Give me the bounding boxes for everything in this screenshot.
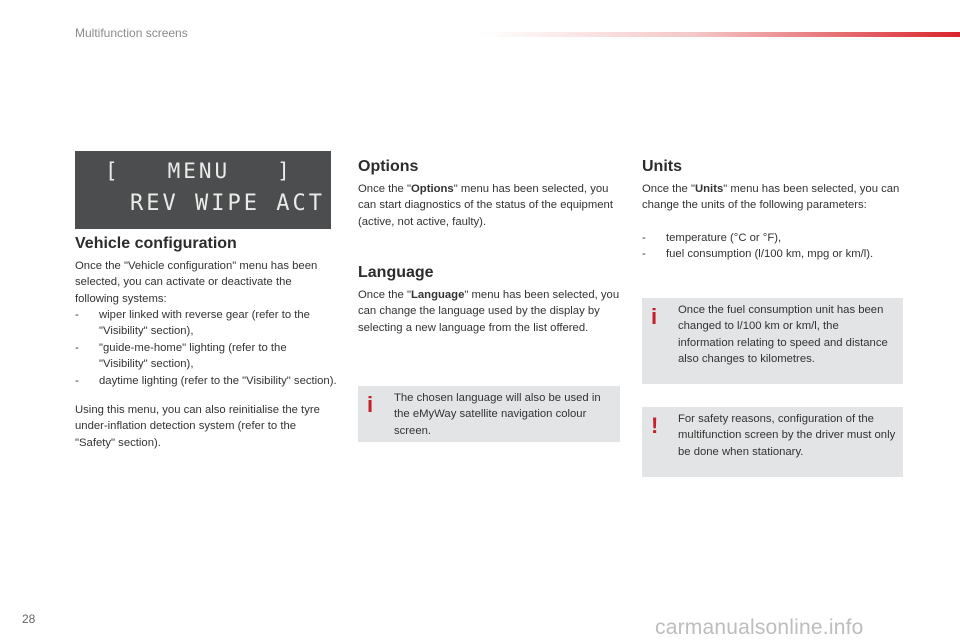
list-item: - wiper linked with reverse gear (refer to the "Visibility" section), bbox=[75, 309, 310, 338]
units-note-text: Once the fuel consumption unit has been changed to l/100 km or km/l, the information relating to speed and distance also changes to kilometres. bbox=[678, 304, 888, 366]
vehicle-config-outro: Using this menu, you can also reinitialise the tyre under-inflation detection system (refer to the "Safety" section). bbox=[75, 404, 320, 449]
language-note-text: The chosen language will also be used in the eMyWay satellite navigation colour screen. bbox=[394, 392, 601, 437]
lcd-line-2: REV WIPE ACT bbox=[130, 191, 325, 216]
language-heading: Language bbox=[358, 264, 434, 281]
list-item: - fuel consumption (l/100 km, mpg or km/l). bbox=[642, 248, 874, 261]
header-accent-bar bbox=[480, 32, 960, 37]
language-info-note bbox=[358, 386, 620, 442]
info-icon: i bbox=[651, 304, 658, 329]
list-item: - "guide-me-home" lighting (refer to the "Visibility" section), bbox=[75, 341, 287, 371]
options-heading: Options bbox=[358, 158, 419, 175]
watermark: carmanualsonline.info bbox=[655, 616, 864, 639]
safety-warning-text: For safety reasons, configuration of the multifunction screen by the driver must only be done when stationary. bbox=[678, 413, 896, 458]
vehicle-config-heading: Vehicle configuration bbox=[75, 235, 237, 252]
page-number: 28 bbox=[22, 612, 36, 626]
vehicle-config-list bbox=[75, 307, 337, 389]
units-list bbox=[642, 230, 904, 263]
language-keyword: Language bbox=[411, 289, 465, 301]
info-icon: i bbox=[367, 392, 374, 417]
options-keyword: Options bbox=[411, 183, 454, 195]
units-heading: Units bbox=[642, 158, 682, 175]
section-header-title: Multifunction screens bbox=[75, 26, 188, 40]
safety-warning-note bbox=[642, 407, 903, 477]
warning-icon: ! bbox=[651, 413, 659, 438]
units-body: Once the "Units" menu has been selected, you can change the units of the following parameters: bbox=[642, 183, 900, 212]
list-item: - daytime lighting (refer to the "Visibility" section). bbox=[75, 374, 337, 387]
units-info-note bbox=[642, 298, 903, 384]
list-item: - temperature (°C or °F), bbox=[642, 232, 782, 244]
lcd-display-image bbox=[75, 151, 331, 229]
units-keyword: Units bbox=[695, 183, 724, 195]
language-body: Once the "Language" menu has been selected, you can change the language used by the display by selecting a new language from the list offered. bbox=[358, 289, 620, 334]
options-body: Once the "Options" menu has been selected, you can start diagnostics of the status of the equipment (active, not active, faulty). bbox=[358, 183, 613, 228]
vehicle-config-intro: Once the "Vehicle configuration" menu has been selected, you can activate or deactivate the following systems: bbox=[75, 260, 318, 305]
lcd-line-1: [ MENU ] bbox=[105, 159, 293, 183]
